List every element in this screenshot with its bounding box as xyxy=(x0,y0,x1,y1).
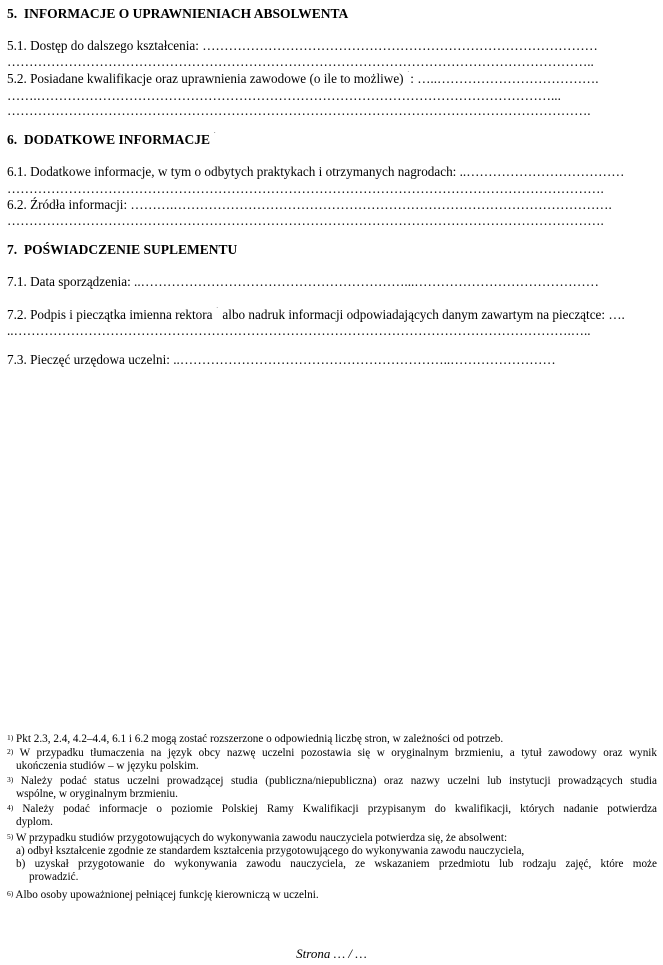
field-5-2-label: 5.2. Posiadane kwalifikacje oraz uprawnienia zawodowe (o ile to możliwe) xyxy=(7,71,404,86)
footnote-text-cont: dyplom. xyxy=(16,816,53,828)
footnote-text: W przypadku tłumaczenia na język obcy nazwę uczelni pozostawia się w oryginalnym brzmieniu, a tytuł zawodowy oraz wynik xyxy=(13,747,657,759)
field-6-2: 6.2. Źródła informacji: ……….………………………………………………………………………………………. xyxy=(7,197,612,212)
footnote-text: Pkt 2.3, 2.4, 4.2–4.4, 6.1 i 6.2 mogą zostać rozszerzone o odpowiednią liczbę stron, w zależności od potrzeb. xyxy=(13,733,504,745)
footnote-number: 1) xyxy=(7,733,14,742)
field-7-2 xyxy=(7,307,655,323)
footnote-text: Albo osoby upoważnionej pełniącej funkcję kierowniczą w uczelni. xyxy=(13,889,319,901)
footnote-number: 2) xyxy=(7,747,14,756)
footnote-text: Należy podać informacje o poziomie Polskiej Ramy Kwalifikacji przypisanym do kwalifikacji, których nadanie potwierdza xyxy=(13,803,657,815)
footnote-text: Należy podać status uczelni prowadzącej studia (publiczna/niepubliczna) oraz nazwy uczelni lub instytucji prowadzących studia xyxy=(13,775,657,787)
footnote-item-b: b) uzyskał przygotowanie do wykonywania zawodu nauczyciela, ze wskazaniem przedmiotu lub rodzaju zajęć, które może xyxy=(16,858,657,870)
footnote-3 xyxy=(7,775,657,801)
section-6-title: 6. DODATKOWE INFORMACJE xyxy=(7,132,211,147)
section-6-heading xyxy=(7,132,655,148)
footnote-5 xyxy=(7,832,657,884)
field-5-2-continuation: …….………………………………………………………………………………………………………... xyxy=(7,88,561,103)
footnote-text-cont: ukończenia studiów – w języku polskim. xyxy=(16,760,199,772)
footnote-number: 5) xyxy=(7,832,14,841)
section-7-heading: 7. POŚWIADCZENIE SUPLEMENTU xyxy=(7,242,238,257)
footnote-ref xyxy=(210,132,217,133)
footnote-6 xyxy=(7,889,657,902)
field-6-2-continuation: ………………………………………………………………………………………………………………………. xyxy=(7,213,604,228)
footnote-text: W przypadku studiów przygotowujących do wykonywania zawodu nauczyciela potwierdza się, że absolwent: xyxy=(13,832,508,844)
footnote-1 xyxy=(7,733,657,746)
field-6-1: 6.1. Dodatkowe informacje, w tym o odbytych praktykach i otrzymanych nagrodach: ..……………………………… xyxy=(7,164,625,179)
field-7-2-label: 7.2. Podpis i pieczątka imienna rektora xyxy=(7,307,213,322)
footnote-number: 4) xyxy=(7,803,14,812)
footnote-item-b-cont: prowadzić. xyxy=(29,871,79,883)
field-6-1-continuation: ………………………………………………………………………………………………………………………. xyxy=(7,181,604,196)
footnote-ref xyxy=(404,71,411,72)
footnote-number: 6) xyxy=(7,889,14,898)
field-5-1: 5.1. Dostęp do dalszego kształcenia: ……………………………………………………………………………… xyxy=(7,38,598,53)
footnote-number: 3) xyxy=(7,775,14,784)
footnote-text-cont: wspólne, w oryginalnym brzmieniu. xyxy=(16,788,178,800)
field-5-1-continuation: …………………………………………………………………………………………………………………….. xyxy=(7,54,594,69)
section-5-heading: 5. INFORMACJE O UPRAWNIENIACH ABSOLWENTA xyxy=(7,6,349,21)
field-5-2-continuation-2: ……………………………………………………………………………………………………………………. xyxy=(7,103,591,118)
field-5-2 xyxy=(7,71,655,87)
footnote-4 xyxy=(7,803,657,829)
footnote-ref xyxy=(212,307,219,308)
field-7-1: 7.1. Data sporządzenia: ..……………………………………………………...…………………………………… xyxy=(7,274,599,289)
footnote-2 xyxy=(7,747,657,773)
page-number-footer: Strona … / … xyxy=(296,946,367,961)
field-7-2-label-cont: albo nadruk informacji odpowiadających danym zawartym na pieczątce: …. xyxy=(219,307,625,322)
field-7-3: 7.3. Pieczęć urzędowa uczelni: ..……………………………………………………..…………………… xyxy=(7,352,556,367)
field-7-2-continuation: ..……………………………………………………………………………………………………………….….. xyxy=(7,323,591,338)
footnote-item-a: a) odbył kształcenie zgodnie ze standardem kształcenia przygotowującego do wykonywania zawodu nauczyciela, xyxy=(16,845,525,857)
field-5-2-dots: : …..………………………………. xyxy=(410,71,599,86)
